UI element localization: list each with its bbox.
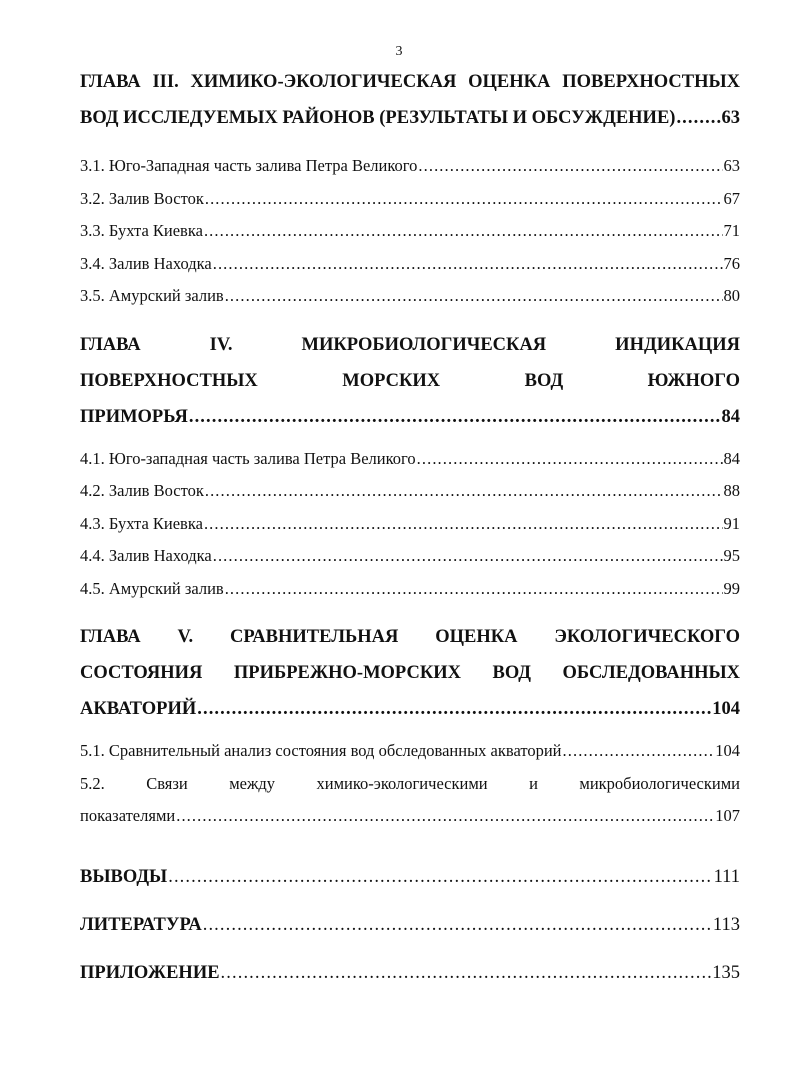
- conclusions-label: ВЫВОДЫ: [80, 866, 168, 887]
- section-5-2[interactable]: [80, 768, 740, 833]
- section-label: 4.3. Бухта Киевка: [80, 513, 203, 533]
- literature-label: ЛИТЕРАТУРА: [80, 914, 202, 935]
- section-label: 5.1. Сравнительный анализ состояния вод обследованных акваторий: [80, 741, 562, 760]
- section-label: 3.5. Амурский залив: [80, 286, 224, 305]
- chapter-4-page: 84: [721, 406, 740, 427]
- literature-entry[interactable]: [80, 907, 740, 943]
- section-label: 3.1. Юго-Западная часть залива Петра Великого: [80, 156, 418, 175]
- section-5-2-page: 107: [715, 806, 740, 825]
- leader-dots: [221, 955, 712, 991]
- chapter-3-title-row[interactable]: [80, 100, 740, 136]
- table-of-contents: [80, 64, 740, 991]
- chapter-3-section-4[interactable]: [80, 248, 740, 281]
- section-5-2-line-1: 5.2. Связи между химико-экологическими и микробиологическими: [80, 773, 740, 793]
- chapter-3-section-3[interactable]: [80, 215, 740, 248]
- chapter-4-title-line-2: ПОВЕРХНОСТНЫХ МОРСКИХ ВОД ЮЖНОГО: [80, 370, 740, 391]
- leader-dots: [189, 399, 721, 435]
- appendix-page: 135: [712, 962, 740, 983]
- leader-dots: [176, 800, 714, 833]
- chapter-3-sections: [80, 150, 740, 313]
- leader-dots: [213, 540, 723, 573]
- section-page: 91: [723, 513, 740, 533]
- section-page: 99: [723, 578, 740, 598]
- appendix-entry[interactable]: [80, 955, 740, 991]
- section-page: 67: [723, 188, 740, 208]
- chapter-5-title-line-3: АКВАТОРИЙ: [80, 699, 197, 719]
- section-label: 4.2. Залив Восток: [80, 481, 204, 500]
- chapter-5-title-line-1: ГЛАВА V. СРАВНИТЕЛЬНАЯ ОЦЕНКА ЭКОЛОГИЧЕСКОГО: [80, 627, 740, 647]
- leader-dots: [204, 215, 723, 248]
- leader-dots: [204, 508, 723, 541]
- chapter-4-title-row[interactable]: [80, 399, 740, 435]
- section-page: 104: [715, 741, 740, 760]
- chapter-4-section-4[interactable]: [80, 540, 740, 573]
- leader-dots: [417, 443, 723, 476]
- page-number: 3: [395, 44, 403, 59]
- leader-dots: [563, 735, 715, 768]
- chapter-5-title-row[interactable]: [80, 691, 740, 727]
- section-page: 88: [723, 481, 740, 500]
- chapter-4-section-2[interactable]: [80, 475, 740, 508]
- chapter-4-section-5[interactable]: [80, 573, 740, 606]
- chapter-4-heading: [80, 327, 740, 435]
- chapter-4-sections: [80, 443, 740, 606]
- chapter-4-title-line-1: ГЛАВА IV. МИКРОБИОЛОГИЧЕСКАЯ ИНДИКАЦИЯ: [80, 334, 740, 355]
- section-label: 3.3. Бухта Киевка: [80, 221, 203, 240]
- leader-dots: [225, 280, 723, 313]
- leader-dots: [197, 691, 711, 727]
- leader-dots: [205, 183, 723, 216]
- section-label: 3.4. Залив Находка: [80, 253, 212, 273]
- section-label: 4.1. Юго-западная часть залива Петра Великого: [80, 448, 416, 468]
- chapter-3-section-2[interactable]: [80, 183, 740, 216]
- chapter-5-page: 104: [712, 699, 740, 719]
- leader-dots: [203, 907, 712, 943]
- literature-page: 113: [712, 914, 740, 935]
- chapter-3-section-1[interactable]: [80, 150, 740, 183]
- chapter-4-title-line-3: ПРИМОРЬЯ: [80, 406, 188, 427]
- chapter-5-title-line-2: СОСТОЯНИЯ ПРИБРЕЖНО-МОРСКИХ ВОД ОБСЛЕДОВАННЫХ: [80, 663, 740, 683]
- chapter-5-sections: [80, 735, 740, 833]
- chapter-3-page: 63: [721, 108, 740, 128]
- chapter-3-title-line-2: ВОД ИССЛЕДУЕМЫХ РАЙОНОВ (РЕЗУЛЬТАТЫ И ОБСУЖДЕНИЕ): [80, 108, 676, 128]
- appendix-label: ПРИЛОЖЕНИЕ: [80, 962, 220, 983]
- section-page: 95: [723, 546, 740, 565]
- section-page: 71: [723, 221, 740, 240]
- section-label: 4.5. Амурский залив: [80, 578, 224, 598]
- chapter-3-heading: [80, 64, 740, 136]
- leader-dots: [205, 475, 723, 508]
- chapter-3-title-line-1: ГЛАВА III. ХИМИКО-ЭКОЛОГИЧЕСКАЯ ОЦЕНКА ПОВЕРХНОСТНЫХ: [80, 72, 740, 92]
- leader-dots: [676, 100, 720, 136]
- chapter-4-section-1[interactable]: [80, 443, 740, 476]
- section-page: 63: [723, 156, 740, 175]
- chapter-5-section-1[interactable]: [80, 735, 740, 768]
- chapter-5-heading: [80, 619, 740, 727]
- conclusions-page: 111: [713, 866, 740, 887]
- leader-dots: [213, 248, 723, 281]
- section-label: 4.4. Залив Находка: [80, 546, 212, 565]
- leader-dots: [168, 859, 712, 895]
- chapter-4-section-3[interactable]: [80, 508, 740, 541]
- section-page: 84: [723, 448, 740, 468]
- section-page: 76: [723, 253, 740, 273]
- chapter-3-section-5[interactable]: [80, 280, 740, 313]
- section-label: 3.2. Залив Восток: [80, 188, 204, 208]
- section-page: 80: [723, 286, 740, 305]
- conclusions-entry[interactable]: [80, 859, 740, 895]
- section-5-2-line-2: показателями: [80, 806, 176, 825]
- section-5-2-row: [80, 800, 740, 833]
- leader-dots: [418, 150, 722, 183]
- leader-dots: [225, 573, 723, 606]
